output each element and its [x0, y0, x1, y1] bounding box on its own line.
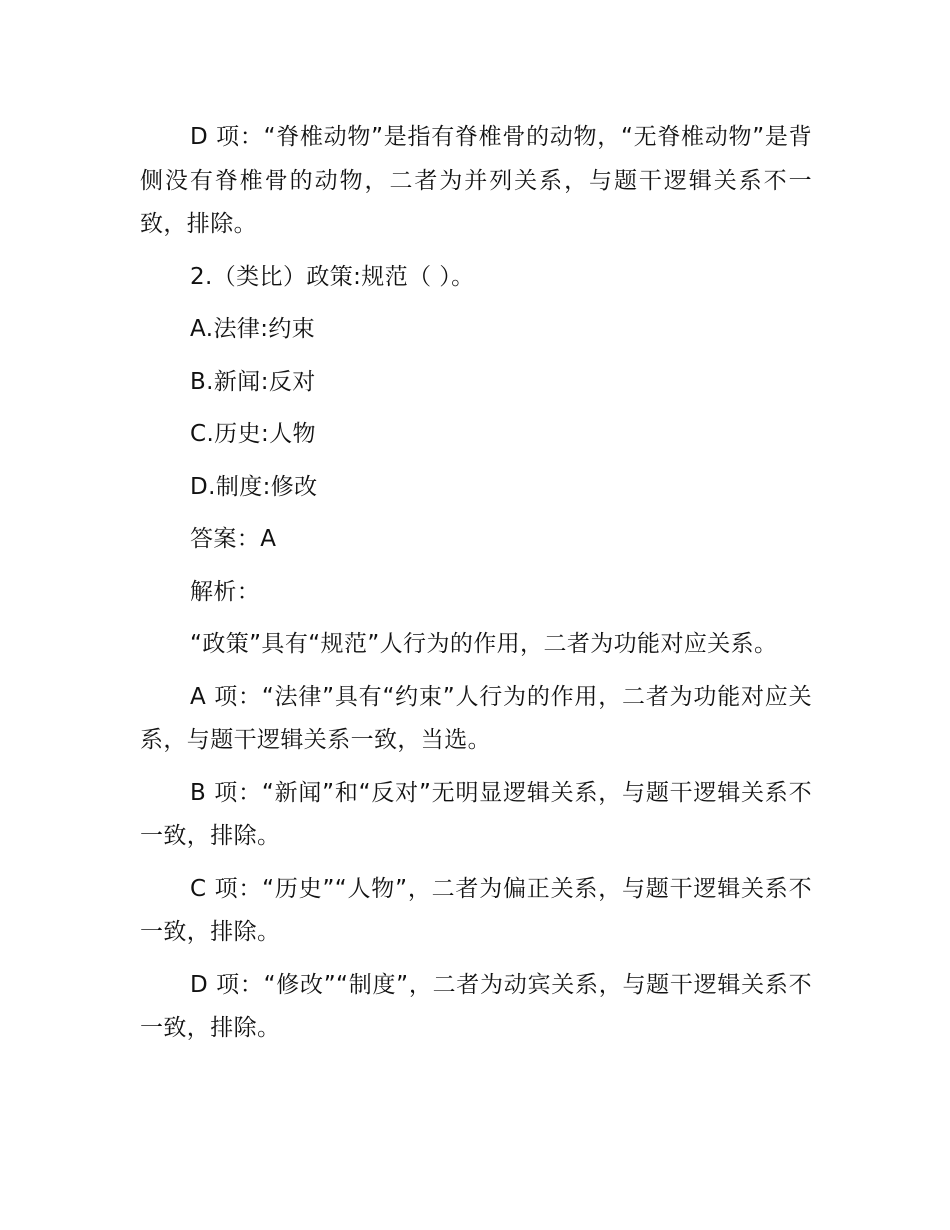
option-d-explanation-prev: D 项：“脊椎动物”是指有脊椎骨的动物，“无脊椎动物”是背侧没有脊椎骨的动物，二者为并列关系，与题干逻辑关系不一致，排除。 [140, 124, 812, 237]
analysis-stem: “政策”具有“规范”人行为的作用，二者为功能对应关系。 [190, 631, 778, 657]
option-d: D.制度:修改 [190, 473, 318, 500]
document-body [140, 116, 812, 1060]
question-stem: 2.（类比）政策:规范（ ）。 [190, 263, 475, 290]
option-c-explanation: C 项：“历史”“人物”，二者为偏正关系，与题干逻辑关系不一致，排除。 [140, 875, 812, 945]
option-d-explanation: D 项：“修改”“制度”，二者为动宾关系，与题干逻辑关系不一致，排除。 [140, 971, 812, 1041]
option-a: A.法律:约束 [190, 316, 316, 342]
option-b-explanation: B 项：“新闻”和“反对”无明显逻辑关系，与题干逻辑关系不一致，排除。 [140, 779, 812, 849]
analysis-heading: 解析： [190, 578, 261, 605]
option-b: B.新闻:反对 [190, 368, 316, 395]
option-a-explanation: A 项：“法律”具有“约束”人行为的作用，二者为功能对应关系，与题干逻辑关系一致，当选。 [140, 683, 812, 753]
answer: 答案：A [190, 526, 277, 552]
option-c: C.历史:人物 [190, 421, 316, 447]
